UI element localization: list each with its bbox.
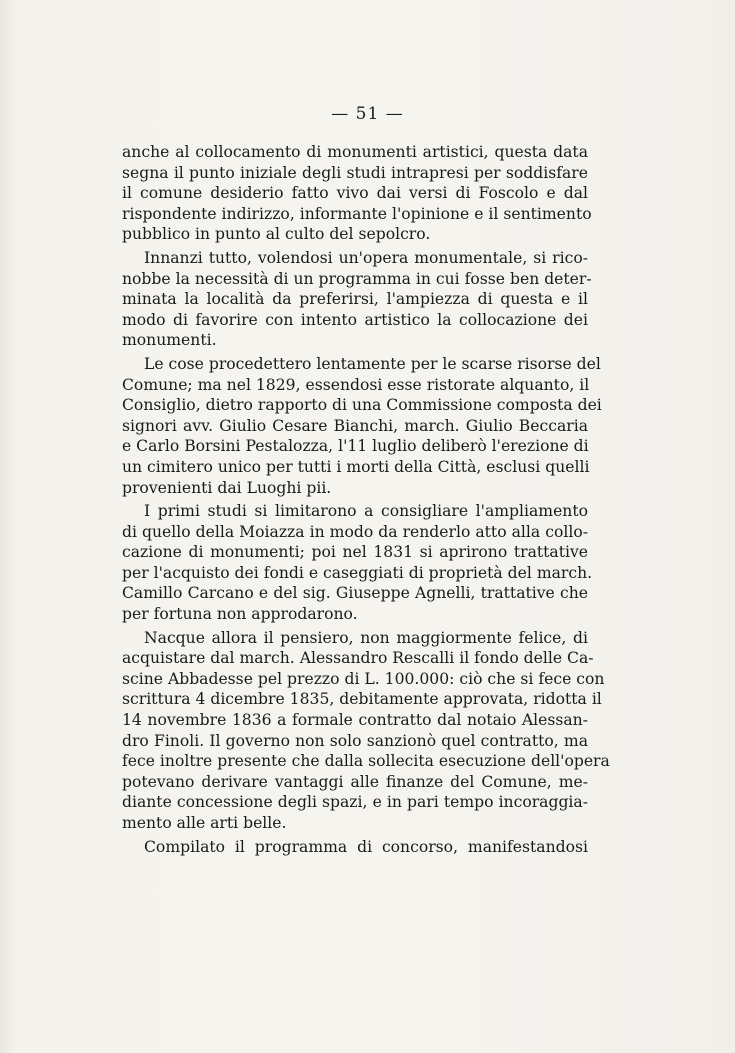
page-number: — 51 — — [331, 104, 404, 124]
text-line: Innanzi tutto, volendosi un'opera monumentale, si rico- — [144, 248, 588, 267]
paragraph — [122, 628, 610, 834]
text-line: I primi studi si limitarono a consigliare l'ampliamento — [144, 502, 588, 521]
text-line: rispondente indirizzo, informante l'opinione e il sentimento — [122, 204, 592, 223]
text-line: minata la località da preferirsi, l'ampiezza di questa e il — [122, 290, 588, 309]
text-line: e Carlo Borsini Pestalozza, l'11 luglio deliberò l'erezione di — [122, 437, 589, 456]
paragraph — [122, 248, 592, 351]
text-line: il comune desiderio fatto vivo dai versi di Foscolo e dal — [122, 184, 588, 203]
text-line: cazione di monumenti; poi nel 1831 si aprirono trattative — [122, 543, 588, 562]
text-line: provenienti dai Luoghi pii. — [122, 478, 332, 497]
text-line: pubblico in punto al culto del sepolcro. — [122, 225, 431, 244]
text-line: anche al collocamento di monumenti artistici, questa data — [122, 143, 588, 161]
text-line: Consiglio, dietro rapporto di una Commissione composta dei — [122, 396, 602, 415]
body-text — [122, 142, 610, 860]
text-line: un cimitero unico per tutti i morti della Città, esclusi quelli — [122, 457, 590, 476]
paragraph — [122, 142, 592, 245]
text-line: Nacque allora il pensiero, non maggiormente felice, di — [144, 628, 588, 647]
text-line: per l'acquisto dei fondi e caseggiati di proprietà del march. — [122, 563, 593, 582]
paragraph — [122, 501, 593, 625]
text-line: segna il punto iniziale degli studi intrapresi per soddisfare — [122, 163, 588, 182]
paragraph — [122, 354, 602, 498]
text-line: diante concessione degli spazi, e in pari tempo incoraggia- — [122, 793, 588, 812]
text-line: monumenti. — [122, 331, 217, 350]
text-line: signori avv. Giulio Cesare Bianchi, march. Giulio Beccaria — [122, 416, 588, 435]
text-line: scrittura 4 dicembre 1835, debitamente approvata, ridotta il — [122, 690, 602, 709]
text-line: fece inoltre presente che dalla sollecita esecuzione dell'opera — [122, 752, 610, 771]
text-line: acquistare dal march. Alessandro Rescalli il fondo delle Ca- — [122, 649, 594, 668]
text-line: 14 novembre 1836 a formale contratto dal notaio Alessan- — [122, 711, 588, 730]
text-line: scine Abbadesse pel prezzo di L. 100.000: ciò che si fece con — [122, 669, 605, 688]
text-line: modo di favorire con intento artistico la collocazione dei — [122, 310, 588, 329]
text-line: dro Finoli. Il governo non solo sanzionò quel contratto, ma — [122, 731, 588, 750]
paragraph — [122, 837, 588, 858]
text-line: potevano derivare vantaggi alle finanze del Comune, me- — [122, 772, 588, 791]
text-line: per fortuna non approdarono. — [122, 605, 358, 624]
text-line: mento alle arti belle. — [122, 814, 287, 832]
text-line: di quello della Moiazza in modo da renderlo atto alla collo- — [122, 522, 588, 541]
text-line: Camillo Carcano e del sig. Giuseppe Agnelli, trattative che — [122, 584, 588, 603]
text-line: Le cose procedettero lentamente per le scarse risorse del — [144, 354, 601, 373]
text-line: nobbe la necessità di un programma in cui fosse ben deter- — [122, 269, 592, 288]
text-line: Comune; ma nel 1829, essendosi esse ristorate alquanto, il — [122, 375, 590, 394]
text-line: Compilato il programma di concorso, manifestandosi — [144, 837, 588, 856]
